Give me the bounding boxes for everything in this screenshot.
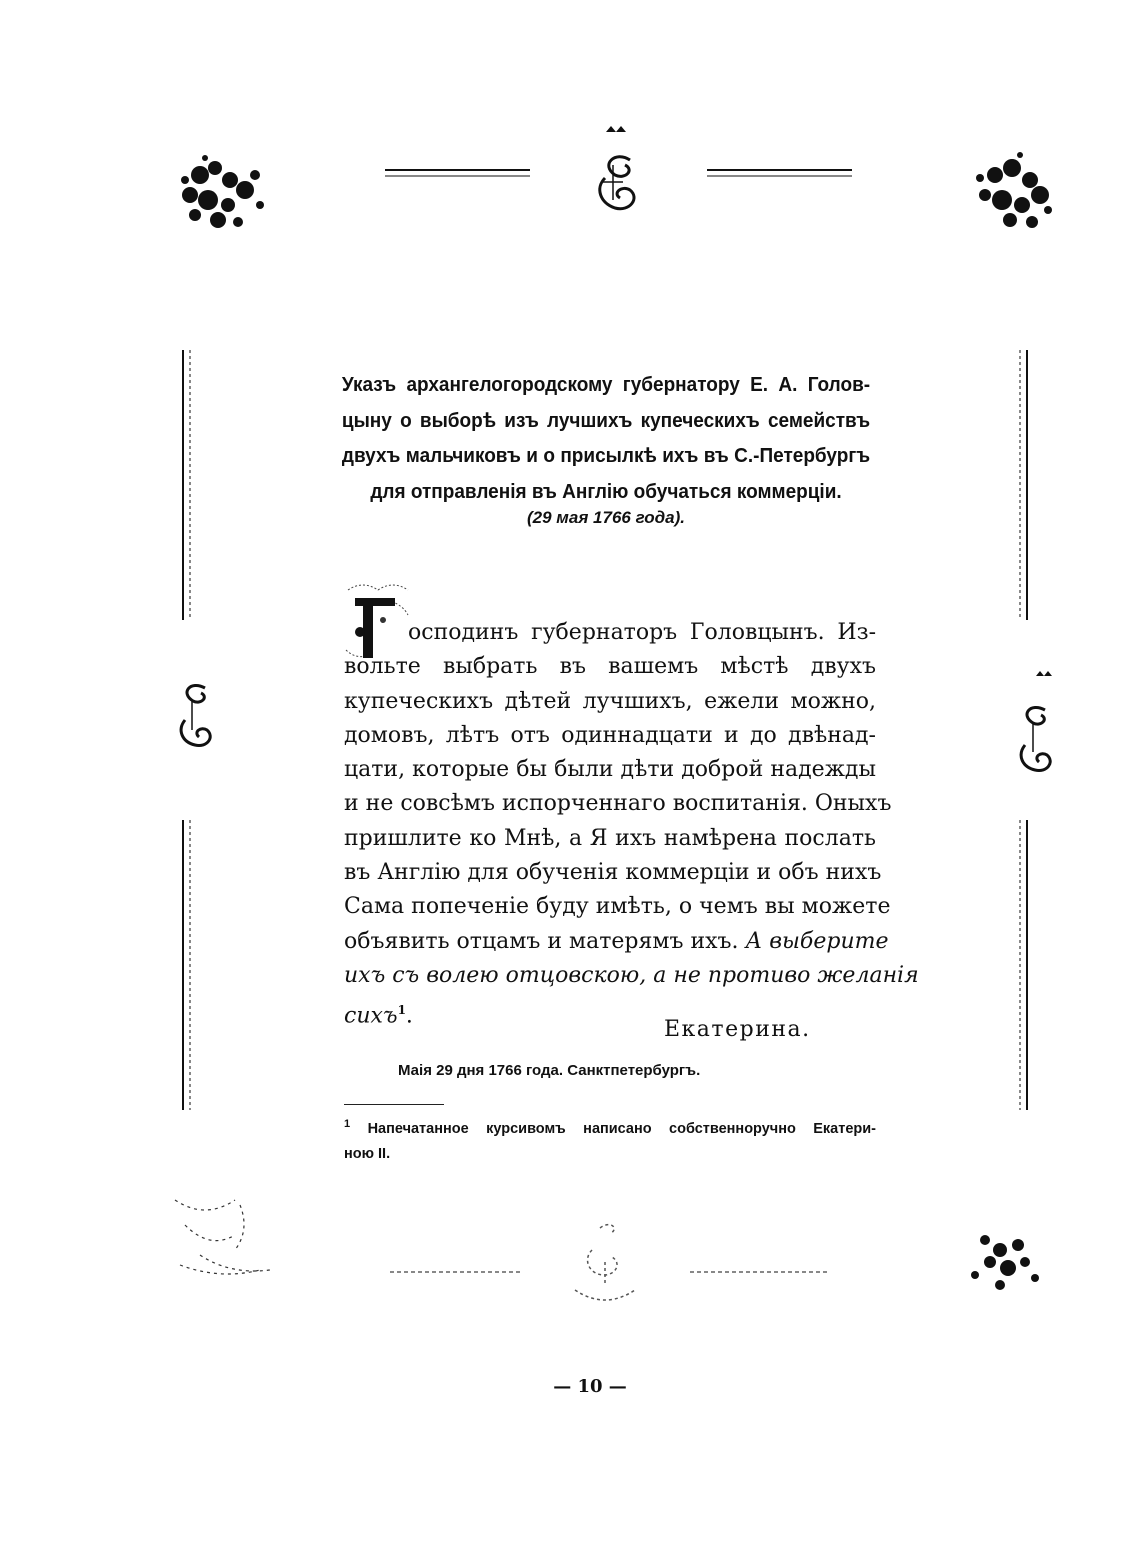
corner-ornament-top-left xyxy=(181,155,264,228)
signature: Екатерина. xyxy=(664,1017,811,1042)
body-line: купеческихъ дѣтей лучшихъ, ежели можно, xyxy=(344,688,876,714)
heading-line: двухъ мальчиковъ и о присылкѣ ихъ въ С.-Петербургъ xyxy=(341,445,871,467)
footnote-text: Напечатанное курсивомъ написано собственноручно Екатери- xyxy=(367,1120,877,1137)
corner-ornament-top-right xyxy=(976,152,1052,228)
heading-date: (29 мая 1766 года). xyxy=(527,508,685,527)
corner-ornament-bottom-right xyxy=(971,1235,1039,1290)
body-line: вольте выбрать въ вашемъ мѣстѣ двухъ xyxy=(344,654,876,680)
body-text-italic: ихъ съ волею отцовскою, xyxy=(344,962,647,988)
body-text-italic: А выберите xyxy=(745,928,889,954)
body-line: въ Англію для обученія коммерціи и объ нихъ xyxy=(344,860,882,886)
letter-body xyxy=(344,616,919,1034)
body-line xyxy=(344,959,919,993)
monogram-bottom xyxy=(575,1225,635,1300)
body-line: Сама попеченіе буду имѣть, о чемъ вы можете xyxy=(344,894,891,920)
heading-line: Указъ архангелогородскому губернатору Е. А. Голов- xyxy=(341,374,871,396)
footnote-divider xyxy=(344,1104,444,1105)
body-line xyxy=(344,925,889,959)
place-and-date: Маія 29 дня 1766 года. Санктпетербургъ. xyxy=(398,1062,701,1079)
page-number: — 10 — xyxy=(553,1376,627,1397)
body-line: осподинъ губернаторъ Головцынъ. Из- xyxy=(408,620,876,645)
monogram-right xyxy=(1021,671,1052,771)
body-line: домовъ, лѣтъ отъ одиннадцати и до двѣнад- xyxy=(344,722,876,748)
body-text-italic: сихъ xyxy=(344,1003,398,1029)
body-text-plain: . xyxy=(405,1003,413,1029)
footnote-marker: 1 xyxy=(344,1118,351,1130)
footnote-line: ною II. xyxy=(344,1145,391,1162)
body-line: пришлите ко Мнѣ, а Я ихъ намѣрена послать xyxy=(344,825,876,851)
body-line: цати, которые бы были дѣти доброй надежды xyxy=(344,757,876,783)
footnote-line xyxy=(344,1112,876,1142)
body-line: и не совсѣмъ испорченнаго воспитанія. Оныхъ xyxy=(344,791,892,817)
footnote xyxy=(344,1112,876,1167)
monogram-top xyxy=(600,126,634,209)
body-text-italic: а не противо желанія xyxy=(653,962,919,988)
footnote-reference: 1 xyxy=(397,1003,406,1018)
heading-line: для отправленія въ Англію обучаться коммерціи. xyxy=(370,480,842,503)
monogram-left xyxy=(181,685,210,745)
body-text-plain: объявить отцамъ и матерямъ ихъ. xyxy=(344,928,739,954)
corner-ornament-bottom-left xyxy=(175,1200,270,1274)
heading-line: цыну о выборѣ изъ лучшихъ купеческихъ семействъ xyxy=(341,409,871,432)
document-heading xyxy=(342,368,870,510)
